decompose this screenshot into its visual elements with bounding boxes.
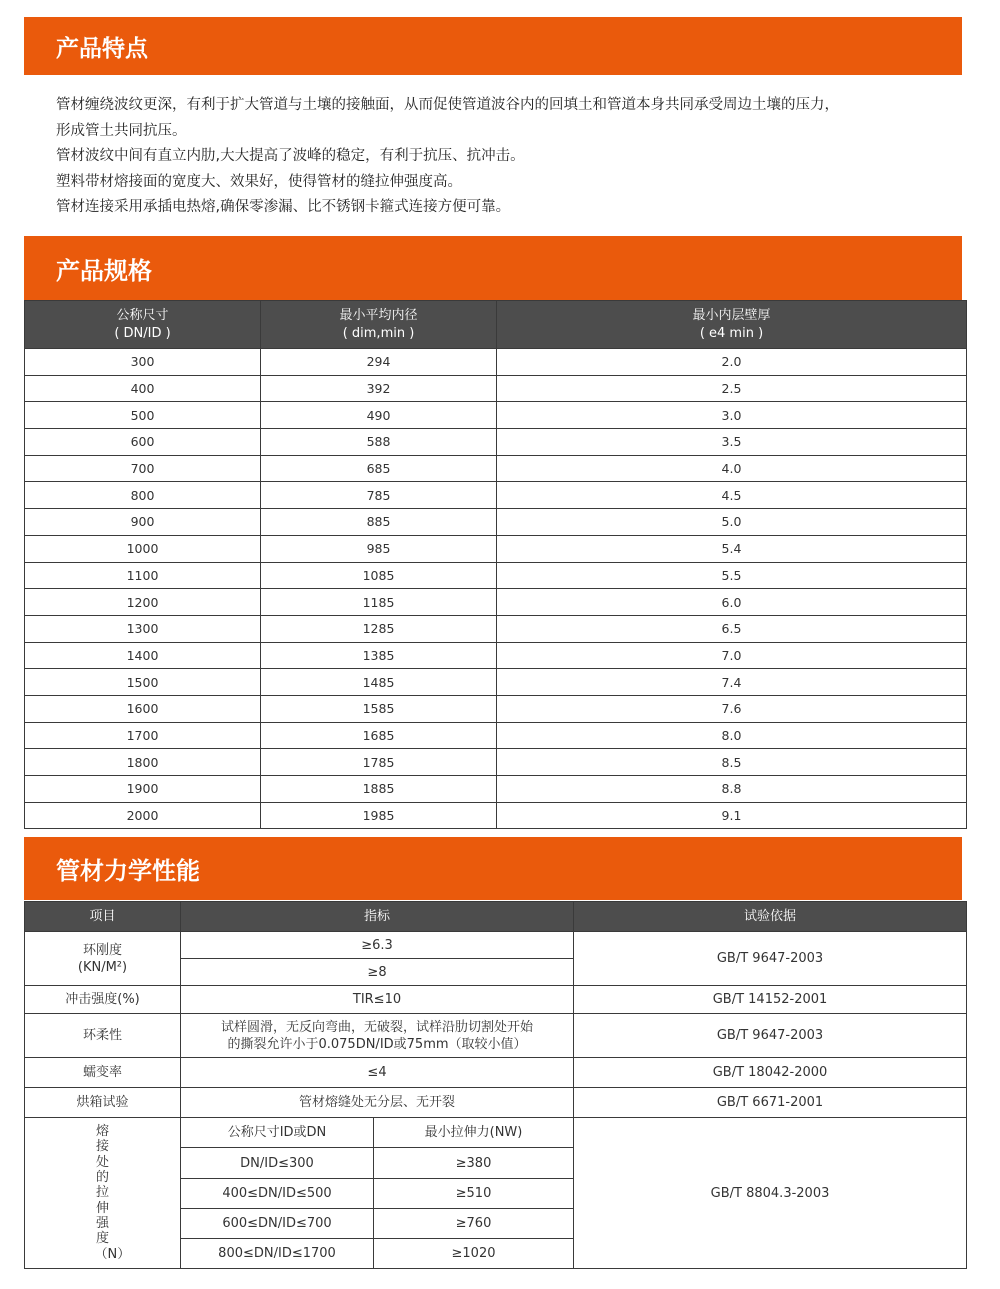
feature-line: 形成管土共同抗压。 <box>56 122 187 139</box>
table-row <box>25 1058 967 1088</box>
table-row <box>25 455 967 482</box>
spec-min-inner-diameter: 588 <box>261 429 497 456</box>
table-row <box>25 722 967 749</box>
spec-min-inner-diameter: 392 <box>261 375 497 402</box>
table-row <box>25 402 967 429</box>
table-row <box>25 589 967 616</box>
table-row <box>25 986 967 1014</box>
spec-min-inner-diameter: 1785 <box>261 749 497 776</box>
spec-min-wall-thickness: 8.8 <box>497 776 967 803</box>
spec-min-wall-thickness: 5.5 <box>497 562 967 589</box>
spec-min-inner-diameter: 1585 <box>261 695 497 722</box>
table-row <box>25 1014 967 1058</box>
weld-size: 400≤DN/ID≤500 <box>181 1179 374 1209</box>
spec-table <box>24 300 967 829</box>
impact-value: TIR≤10 <box>181 986 574 1014</box>
table-row <box>25 802 967 829</box>
header-min-inner-diameter: 最小平均内径 ( dim,min ) <box>261 301 497 349</box>
spec-section-title: 产品规格 <box>24 236 962 300</box>
spec-nominal-size: 1100 <box>25 562 261 589</box>
spec-nominal-size: 1200 <box>25 589 261 616</box>
features-section-title: 产品特点 <box>24 17 962 75</box>
spec-min-wall-thickness: 3.5 <box>497 429 967 456</box>
feature-line: 管材波纹中间有直立内肋,大大提高了波峰的稳定，有利于抗压、抗冲击。 <box>56 148 525 164</box>
table-row <box>25 375 967 402</box>
spec-min-wall-thickness: 7.4 <box>497 669 967 696</box>
spec-min-wall-thickness: 8.5 <box>497 749 967 776</box>
ring-stiffness-label: 环刚度 (KN/M²) <box>25 932 181 986</box>
spec-nominal-size: 1600 <box>25 695 261 722</box>
weld-col-header-force: 最小拉伸力(NW) <box>374 1118 574 1148</box>
creep-label: 蠕变率 <box>25 1058 181 1088</box>
spec-min-inner-diameter: 1985 <box>261 802 497 829</box>
weld-size: 600≤DN/ID≤700 <box>181 1209 374 1239</box>
weld-size: 800≤DN/ID≤1700 <box>181 1239 374 1269</box>
table-row <box>25 349 967 376</box>
spec-min-inner-diameter: 1185 <box>261 589 497 616</box>
header-nominal-size: 公称尺寸 ( DN/ID ) <box>25 301 261 349</box>
spec-nominal-size: 700 <box>25 455 261 482</box>
oven-label: 烘箱试验 <box>25 1088 181 1118</box>
creep-value: ≤4 <box>181 1058 574 1088</box>
spec-min-wall-thickness: 5.4 <box>497 535 967 562</box>
spec-min-inner-diameter: 1385 <box>261 642 497 669</box>
spec-nominal-size: 600 <box>25 429 261 456</box>
spec-min-wall-thickness: 5.0 <box>497 509 967 536</box>
impact-basis: GB/T 14152-2001 <box>574 986 967 1014</box>
spec-min-wall-thickness: 7.6 <box>497 695 967 722</box>
table-row <box>25 1088 967 1118</box>
spec-nominal-size: 900 <box>25 509 261 536</box>
spec-min-inner-diameter: 1285 <box>261 615 497 642</box>
spec-nominal-size: 1400 <box>25 642 261 669</box>
header-item: 项目 <box>25 902 181 932</box>
spec-nominal-size: 400 <box>25 375 261 402</box>
spec-nominal-size: 800 <box>25 482 261 509</box>
weld-strength-label: 熔接处的拉伸强度（N） <box>25 1118 181 1269</box>
spec-nominal-size: 2000 <box>25 802 261 829</box>
spec-min-inner-diameter: 294 <box>261 349 497 376</box>
weld-force: ≥760 <box>374 1209 574 1239</box>
feature-line: 管材缠绕波纹更深，有利于扩大管道与土壤的接触面，从而促使管道波谷内的回填土和管道本身共同承受周边土壤的压力， <box>56 97 839 113</box>
mech-section-title: 管材力学性能 <box>24 837 962 900</box>
weld-force: ≥380 <box>374 1148 574 1179</box>
feature-line: 塑料带材熔接面的宽度大、效果好，使得管材的缝拉伸强度高。 <box>56 173 462 190</box>
oven-basis: GB/T 6671-2001 <box>574 1088 967 1118</box>
table-row <box>25 749 967 776</box>
flexibility-basis: GB/T 9647-2003 <box>574 1014 967 1058</box>
flexibility-value: 试样圆滑，无反向弯曲，无破裂，试样沿肋切割处开始 的撕裂允许小于0.075DN/ID或75mm（取较小值） <box>181 1014 574 1058</box>
table-row <box>25 562 967 589</box>
ring-stiffness-value: ≥8 <box>181 959 574 986</box>
spec-min-wall-thickness: 2.5 <box>497 375 967 402</box>
spec-nominal-size: 1700 <box>25 722 261 749</box>
spec-min-inner-diameter: 1685 <box>261 722 497 749</box>
spec-min-inner-diameter: 985 <box>261 535 497 562</box>
header-test-basis: 试验依据 <box>574 902 967 932</box>
spec-nominal-size: 300 <box>25 349 261 376</box>
weld-size: DN/ID≤300 <box>181 1148 374 1179</box>
spec-min-wall-thickness: 2.0 <box>497 349 967 376</box>
creep-basis: GB/T 18042-2000 <box>574 1058 967 1088</box>
features-list <box>56 93 956 221</box>
table-row <box>25 1118 967 1148</box>
spec-nominal-size: 1000 <box>25 535 261 562</box>
header-min-wall-thickness: 最小内层壁厚 ( e4 min ) <box>497 301 967 349</box>
oven-value: 管材熔缝处无分层、无开裂 <box>181 1088 574 1118</box>
spec-nominal-size: 1900 <box>25 776 261 803</box>
spec-min-inner-diameter: 1485 <box>261 669 497 696</box>
spec-min-wall-thickness: 6.0 <box>497 589 967 616</box>
spec-min-wall-thickness: 4.5 <box>497 482 967 509</box>
table-row <box>25 535 967 562</box>
header-indicator: 指标 <box>181 902 574 932</box>
table-row <box>25 615 967 642</box>
table-row <box>25 669 967 696</box>
spec-min-inner-diameter: 1885 <box>261 776 497 803</box>
spec-min-wall-thickness: 4.0 <box>497 455 967 482</box>
table-row <box>25 509 967 536</box>
table-row <box>25 482 967 509</box>
table-row <box>25 695 967 722</box>
ring-stiffness-basis: GB/T 9647-2003 <box>574 932 967 986</box>
spec-min-inner-diameter: 1085 <box>261 562 497 589</box>
table-row <box>25 776 967 803</box>
impact-label: 冲击强度(%) <box>25 986 181 1014</box>
spec-min-inner-diameter: 490 <box>261 402 497 429</box>
spec-nominal-size: 500 <box>25 402 261 429</box>
spec-header-row <box>25 301 967 349</box>
mech-header-row <box>25 902 967 932</box>
feature-line: 管材连接采用承插电热熔,确保零渗漏、比不锈钢卡箍式连接方便可靠。 <box>56 199 511 215</box>
spec-min-inner-diameter: 685 <box>261 455 497 482</box>
spec-min-wall-thickness: 7.0 <box>497 642 967 669</box>
spec-min-inner-diameter: 885 <box>261 509 497 536</box>
table-row <box>25 642 967 669</box>
weld-force: ≥1020 <box>374 1239 574 1269</box>
table-row <box>25 932 967 959</box>
spec-nominal-size: 1300 <box>25 615 261 642</box>
spec-min-wall-thickness: 8.0 <box>497 722 967 749</box>
weld-col-header-size: 公称尺寸ID或DN <box>181 1118 374 1148</box>
mechanical-properties-table <box>24 901 967 1269</box>
weld-force: ≥510 <box>374 1179 574 1209</box>
flexibility-label: 环柔性 <box>25 1014 181 1058</box>
ring-stiffness-value: ≥6.3 <box>181 932 574 959</box>
spec-table-body <box>25 349 967 829</box>
table-row <box>25 429 967 456</box>
weld-strength-basis: GB/T 8804.3-2003 <box>574 1118 967 1269</box>
spec-min-inner-diameter: 785 <box>261 482 497 509</box>
spec-nominal-size: 1800 <box>25 749 261 776</box>
spec-nominal-size: 1500 <box>25 669 261 696</box>
spec-min-wall-thickness: 3.0 <box>497 402 967 429</box>
spec-min-wall-thickness: 6.5 <box>497 615 967 642</box>
spec-min-wall-thickness: 9.1 <box>497 802 967 829</box>
